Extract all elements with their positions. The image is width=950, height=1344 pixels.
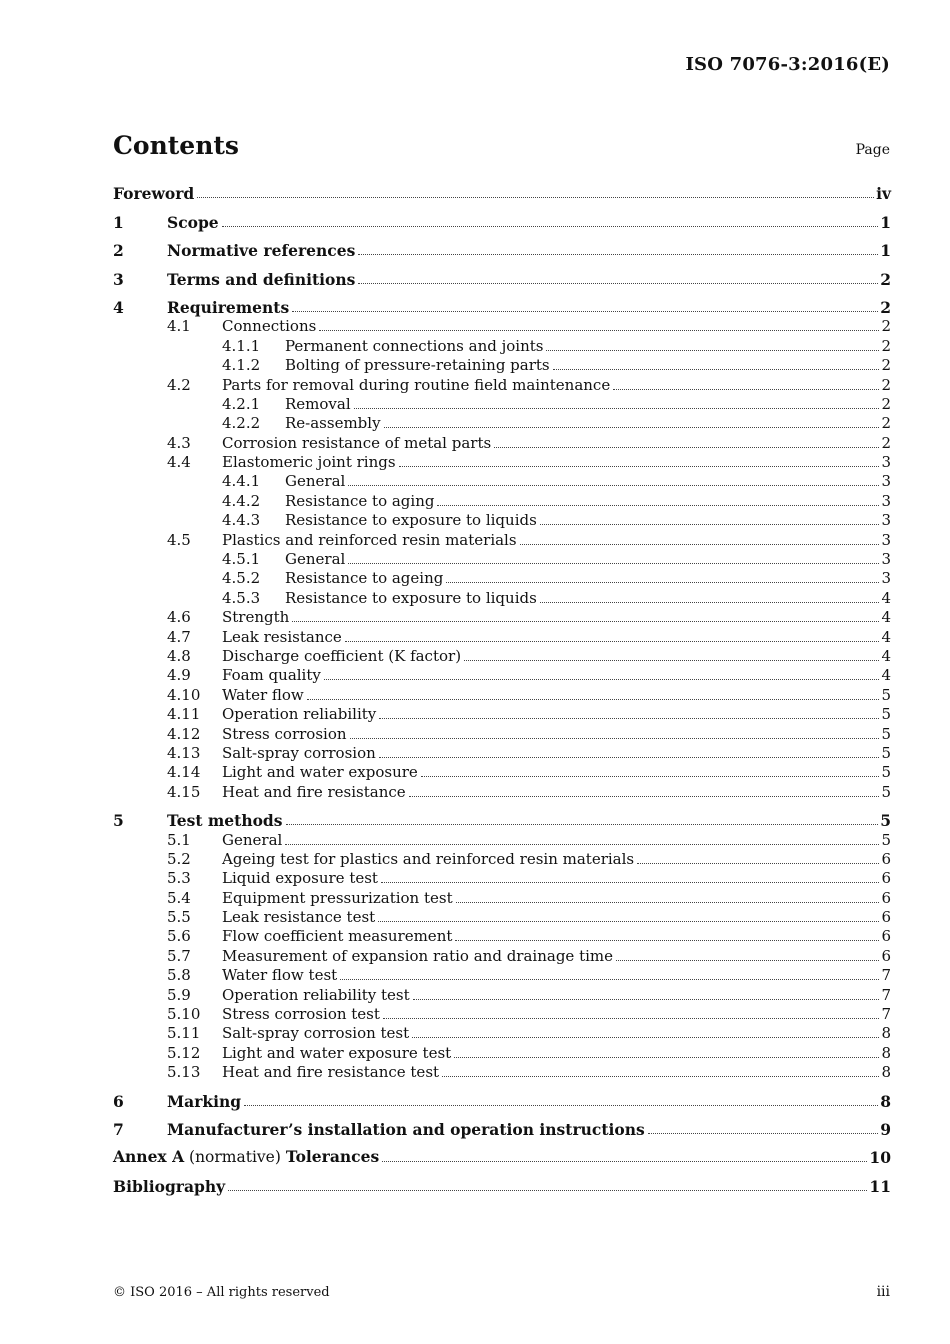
document-id: ISO 7076-3:2016(E)	[685, 54, 890, 75]
toc-entry-page: 10	[869, 1148, 891, 1168]
toc-entry-title	[222, 666, 321, 685]
toc-entry-number: 4.2.2	[222, 414, 261, 433]
toc-entry-title	[222, 608, 289, 627]
toc-entry[interactable]	[113, 414, 891, 433]
toc-entry-page: 3	[881, 530, 891, 549]
toc-entry-title-text: Manufacturer’s installation and operation instructions	[167, 1119, 645, 1139]
dot-leader	[421, 775, 880, 777]
toc-entry[interactable]	[113, 888, 891, 907]
toc-entry-title	[222, 783, 406, 802]
toc-entry-title-text: Plastics and reinforced resin materials	[222, 530, 517, 549]
toc-entry-title-text: Parts for removal during routine field maintenance	[222, 375, 611, 394]
toc-entry[interactable]	[113, 212, 891, 231]
toc-entry[interactable]	[113, 1024, 891, 1043]
toc-entry-page: 8	[881, 1043, 891, 1062]
toc-entry-page: 7	[881, 985, 891, 1004]
toc-entry-title	[222, 1024, 409, 1043]
toc-entry-page: 1	[880, 212, 891, 232]
toc-entry[interactable]	[113, 830, 891, 849]
toc-entry-title-text: Light and water exposure test	[222, 1043, 452, 1062]
dot-leader	[354, 407, 880, 409]
dot-leader	[350, 737, 880, 739]
toc-entry-page: 11	[869, 1176, 891, 1196]
toc-entry-number: 4.4.2	[222, 491, 261, 510]
toc-entry-title	[222, 725, 347, 744]
toc-entry-page: 8	[881, 1063, 891, 1082]
toc-entry[interactable]	[113, 530, 891, 549]
dot-leader	[454, 1056, 879, 1058]
toc-entry-page: 2	[881, 317, 891, 336]
toc-entry[interactable]	[113, 608, 891, 627]
toc-entry-title	[222, 927, 452, 946]
toc-entry-number: 4.12	[167, 724, 201, 743]
toc-entry-title-text: Requirements	[167, 297, 290, 317]
toc-entry[interactable]	[113, 927, 891, 946]
dot-leader	[442, 1075, 879, 1077]
toc-entry[interactable]	[113, 1063, 891, 1082]
toc-entry-title	[222, 647, 461, 666]
toc-entry-title	[222, 317, 316, 336]
toc-entry-title-text: Scope	[167, 212, 219, 232]
toc-entry-number: 5.8	[167, 966, 191, 985]
toc-entry-number: 4	[113, 297, 124, 317]
toc-entry-page: 6	[881, 849, 891, 868]
toc-entry-title	[285, 395, 351, 414]
toc-entry[interactable]	[113, 588, 891, 607]
toc-entry-annex-title: Tolerances	[285, 1147, 380, 1167]
toc-entry-page: 4	[881, 666, 891, 685]
dot-leader	[613, 388, 879, 390]
toc-entry-page: 3	[881, 491, 891, 510]
toc-entry-annex-type: (normative)	[184, 1148, 286, 1167]
dot-leader	[348, 484, 879, 486]
toc-entry-page: 3	[881, 511, 891, 530]
toc-entry-page: iv	[876, 184, 891, 204]
toc-entry-title	[222, 831, 282, 850]
toc-entry-page: 3	[881, 569, 891, 588]
dot-leader	[553, 368, 880, 370]
toc-entry-number: 4.5.2	[222, 569, 261, 588]
toc-entry-title	[167, 270, 355, 289]
toc-entry-title-text: Equipment pressurization test	[222, 888, 453, 907]
dot-leader	[319, 329, 879, 331]
toc-entry-title	[113, 1177, 225, 1196]
dot-leader	[464, 659, 879, 661]
toc-entry-title-text: Strength	[222, 608, 290, 627]
toc-entry-title-text: Operation reliability	[222, 705, 377, 724]
toc-entry-title	[285, 569, 443, 588]
dot-leader	[409, 795, 880, 797]
toc-entry-title	[285, 472, 345, 491]
dot-leader	[292, 620, 879, 622]
dot-leader	[455, 939, 879, 941]
dot-leader	[244, 1104, 878, 1106]
toc-entry[interactable]	[113, 908, 891, 927]
toc-entry-title	[222, 1005, 380, 1024]
toc-entry-number: 4.2.1	[222, 394, 261, 413]
toc-entry-title-text: Corrosion resistance of metal parts	[222, 433, 492, 452]
toc-entry-title	[167, 1120, 645, 1139]
toc-entry-number: 1	[113, 212, 124, 232]
dot-leader	[379, 756, 880, 758]
toc-entry-page: 4	[881, 588, 891, 607]
toc-entry-page: 5	[881, 743, 891, 762]
dot-leader	[494, 446, 879, 448]
toc-entry[interactable]	[113, 1120, 891, 1139]
toc-entry-title-text: Test methods	[167, 811, 283, 831]
toc-entry[interactable]	[113, 1148, 891, 1167]
toc-entry-number: 5.4	[167, 888, 191, 907]
dot-leader	[222, 225, 879, 227]
toc-entry-page: 6	[881, 888, 891, 907]
toc-entry-title	[222, 966, 337, 985]
toc-entry-title-text: Marking	[167, 1091, 242, 1111]
toc-entry-page: 9	[880, 1119, 891, 1139]
dot-leader	[358, 253, 878, 255]
toc-entry[interactable]	[113, 375, 891, 394]
toc-entry[interactable]	[113, 724, 891, 743]
toc-entry[interactable]	[113, 782, 891, 801]
toc-entry[interactable]	[113, 569, 891, 588]
toc-entry-page: 8	[881, 1024, 891, 1043]
toc-entry-title	[222, 686, 304, 705]
toc-entry-title-text: Light and water exposure	[222, 763, 418, 782]
dot-leader	[399, 465, 880, 467]
toc-entry-title	[167, 811, 283, 830]
toc-entry[interactable]	[113, 298, 891, 317]
toc-entry-title	[222, 744, 376, 763]
toc-entry-number: 4.1	[167, 317, 191, 336]
toc-entry-title	[222, 1044, 451, 1063]
toc-entry-number: 6	[113, 1091, 124, 1111]
toc-entry-title	[113, 184, 194, 203]
toc-entry-page: 2	[881, 336, 891, 355]
toc-entry-title	[285, 511, 537, 530]
toc-entry-number: 4.15	[167, 782, 201, 801]
toc-entry-title-text: Liquid exposure test	[222, 869, 378, 888]
toc-entry-title	[222, 705, 376, 724]
toc-entry[interactable]	[113, 666, 891, 685]
toc-entry-title	[285, 414, 381, 433]
toc-entry[interactable]	[113, 491, 891, 510]
toc-entry[interactable]	[113, 763, 891, 782]
toc-entry-page: 5	[881, 763, 891, 782]
toc-entry-page: 5	[880, 811, 891, 831]
toc-entry-number: 5.6	[167, 927, 191, 946]
dot-leader	[307, 698, 880, 700]
toc-entry-title-text: Normative references	[167, 241, 356, 261]
toc-entry-number: 4.5	[167, 530, 191, 549]
toc-entry-page: 7	[881, 1005, 891, 1024]
toc-entry-title-text: Foam quality	[222, 666, 321, 685]
dot-leader	[384, 426, 880, 428]
dot-leader	[379, 717, 879, 719]
toc-entry-title	[285, 337, 543, 356]
toc-entry-title-text: General	[285, 472, 346, 491]
toc-entry-number: 5.9	[167, 985, 191, 1004]
toc-entry[interactable]	[113, 1176, 891, 1195]
dot-leader	[345, 640, 880, 642]
toc-entry-number: 5.10	[167, 1005, 201, 1024]
toc-entry-page: 2	[881, 356, 891, 375]
dot-leader	[383, 1017, 880, 1019]
toc-entry[interactable]	[113, 269, 891, 288]
toc-entry-title	[222, 763, 418, 782]
toc-entry-title-text: Discharge coefficient (K factor)	[222, 646, 462, 665]
dot-leader	[378, 920, 879, 922]
toc-entry-number: 2	[113, 241, 124, 261]
toc-entry-page: 6	[881, 927, 891, 946]
toc-entry-number: 4.5.3	[222, 588, 261, 607]
toc-entry[interactable]	[113, 511, 891, 530]
dot-leader	[456, 901, 880, 903]
toc-entry-page: 4	[881, 627, 891, 646]
toc-entry-number: 4.1.1	[222, 336, 261, 355]
toc-entry[interactable]	[113, 453, 891, 472]
toc-entry-page: 5	[881, 782, 891, 801]
toc-entry-title-text: Flow coefficient measurement	[222, 927, 453, 946]
toc-entry-title-text: Stress corrosion test	[222, 1005, 380, 1024]
toc-entry-title-text: Annex A	[113, 1147, 185, 1167]
toc-entry-title-text: General	[222, 830, 283, 849]
toc-entry-page: 2	[881, 414, 891, 433]
toc-entry-page: 3	[881, 550, 891, 569]
toc-entry[interactable]	[113, 744, 891, 763]
toc-entry-number: 7	[113, 1119, 124, 1139]
dot-leader	[197, 196, 874, 198]
toc-entry-number: 4.4.1	[222, 472, 261, 491]
toc-entry-number: 4.9	[167, 666, 191, 685]
toc-entry-page: 1	[880, 241, 891, 261]
toc-entry-number: 5.5	[167, 908, 191, 927]
page-column-label: Page	[855, 142, 890, 158]
toc-entry-number: 4.11	[167, 705, 201, 724]
toc-entry-number: 4.2	[167, 375, 191, 394]
toc-entry[interactable]	[113, 184, 891, 203]
toc-entry-title	[222, 628, 342, 647]
dot-leader	[520, 543, 880, 545]
toc-entry-title-text: Resistance to exposure to liquids	[285, 511, 537, 530]
toc-entry-title-text: Bibliography	[113, 1176, 226, 1196]
toc-entry-page: 3	[881, 453, 891, 472]
toc-entry-title-text: Elastomeric joint rings	[222, 453, 396, 472]
toc-entry-title	[222, 531, 517, 550]
toc-entry-title	[285, 589, 537, 608]
toc-entry-page: 5	[881, 685, 891, 704]
dot-leader	[546, 349, 879, 351]
dot-leader	[381, 881, 879, 883]
toc-entry[interactable]	[113, 356, 891, 375]
table-of-contents	[113, 184, 891, 1196]
toc-entry-title	[167, 298, 289, 317]
toc-entry-number: 5.2	[167, 849, 191, 868]
toc-entry-title	[222, 869, 378, 888]
toc-entry-title-text: Terms and definitions	[167, 269, 356, 289]
toc-entry[interactable]	[113, 1091, 891, 1110]
toc-entry-page: 4	[881, 646, 891, 665]
toc-entry-number: 3	[113, 269, 124, 289]
toc-entry[interactable]	[113, 1043, 891, 1062]
toc-entry[interactable]	[113, 850, 891, 869]
toc-entry-title	[167, 1092, 241, 1111]
toc-entry-number: 4.7	[167, 627, 191, 646]
toc-entry-page: 4	[881, 608, 891, 627]
dot-leader	[648, 1132, 879, 1134]
toc-entry-title-text: Bolting of pressure-retaining parts	[285, 356, 550, 375]
page-number: iii	[876, 1284, 890, 1300]
toc-entry-number: 5	[113, 811, 124, 831]
toc-entry-title-text: Leak resistance test	[222, 908, 376, 927]
toc-entry-title	[285, 550, 345, 569]
toc-entry-title	[222, 434, 491, 453]
toc-entry-title	[285, 356, 550, 375]
toc-entry[interactable]	[113, 395, 891, 414]
toc-entry-number: 4.1.2	[222, 356, 261, 375]
toc-entry-title-text: Salt-spray corrosion	[222, 743, 376, 762]
toc-entry-page: 6	[881, 869, 891, 888]
toc-entry-number: 4.13	[167, 743, 201, 762]
toc-entry-page: 7	[881, 966, 891, 985]
toc-entry[interactable]	[113, 550, 891, 569]
toc-entry-title	[222, 1063, 439, 1082]
toc-entry-number: 5.13	[167, 1063, 201, 1082]
toc-entry[interactable]	[113, 1005, 891, 1024]
dot-leader	[348, 562, 879, 564]
dot-leader	[285, 843, 879, 845]
dot-leader	[413, 998, 880, 1000]
toc-entry-page: 3	[881, 472, 891, 491]
toc-entry[interactable]	[113, 317, 891, 336]
dot-leader	[540, 523, 880, 525]
toc-entry-number: 5.12	[167, 1043, 201, 1062]
toc-entry-title-text: Stress corrosion	[222, 724, 347, 743]
dot-leader	[358, 282, 878, 284]
toc-entry-title-text: Heat and fire resistance test	[222, 1063, 440, 1082]
copyright-notice: © ISO 2016 – All rights reserved	[113, 1285, 330, 1300]
dot-leader	[446, 581, 879, 583]
toc-entry-title-text: Re-assembly	[285, 414, 381, 433]
toc-entry-number: 4.10	[167, 685, 201, 704]
toc-entry-title	[222, 986, 410, 1005]
toc-entry-title-text: Heat and fire resistance	[222, 782, 406, 801]
toc-entry-title-text: Leak resistance	[222, 627, 342, 646]
toc-entry[interactable]	[113, 627, 891, 646]
toc-entry-page: 2	[881, 394, 891, 413]
dot-leader	[540, 601, 880, 603]
toc-entry-title	[167, 241, 355, 260]
toc-entry-title-text: Operation reliability test	[222, 985, 410, 1004]
toc-entry[interactable]	[113, 433, 891, 452]
toc-entry-title-text: Connections	[222, 317, 317, 336]
toc-entry-title	[222, 947, 613, 966]
toc-entry-page: 2	[881, 433, 891, 452]
toc-entry-title-text: Ageing test for plastics and reinforced resin materials	[222, 849, 635, 868]
toc-entry-number: 5.7	[167, 946, 191, 965]
toc-entry-title-text: Permanent connections and joints	[285, 336, 544, 355]
toc-entry[interactable]	[113, 985, 891, 1004]
dot-leader	[228, 1189, 867, 1191]
toc-entry-title-text: Resistance to aging	[285, 491, 435, 510]
dot-leader	[292, 310, 878, 312]
toc-entry-number: 4.4.3	[222, 511, 261, 530]
toc-entry-title-text: Foreword	[113, 184, 195, 204]
toc-entry-page: 5	[881, 724, 891, 743]
toc-entry-number: 4.4	[167, 453, 191, 472]
dot-leader	[412, 1036, 879, 1038]
toc-entry-title	[222, 376, 610, 395]
dot-leader	[637, 862, 879, 864]
toc-entry-title	[222, 850, 634, 869]
toc-entry[interactable]	[113, 336, 891, 355]
toc-entry[interactable]	[113, 685, 891, 704]
dot-leader	[382, 1160, 867, 1162]
toc-entry[interactable]	[113, 946, 891, 965]
toc-entry[interactable]	[113, 647, 891, 666]
toc-entry-title-text: Resistance to ageing	[285, 569, 444, 588]
toc-entry-title-text: Water flow test	[222, 966, 338, 985]
toc-entry-number: 5.3	[167, 869, 191, 888]
toc-entry-title-text: General	[285, 550, 346, 569]
toc-entry-title	[167, 213, 219, 232]
toc-entry-number: 5.11	[167, 1024, 201, 1043]
dot-leader	[616, 959, 879, 961]
dot-leader	[340, 978, 879, 980]
toc-entry-page: 2	[880, 269, 891, 289]
page-title: Contents	[113, 131, 240, 160]
toc-entry[interactable]	[113, 869, 891, 888]
toc-entry-title	[285, 492, 434, 511]
toc-entry-number: 4.5.1	[222, 550, 261, 569]
toc-entry-page: 6	[881, 946, 891, 965]
toc-entry-page: 2	[880, 297, 891, 317]
toc-entry-title-text: Measurement of expansion ratio and drainage time	[222, 946, 613, 965]
toc-entry[interactable]	[113, 811, 891, 830]
toc-entry-page: 2	[881, 375, 891, 394]
toc-entry-page: 5	[881, 705, 891, 724]
toc-entry[interactable]	[113, 705, 891, 724]
toc-entry-page: 5	[881, 830, 891, 849]
toc-entry-number: 5.1	[167, 830, 191, 849]
dot-leader	[324, 678, 880, 680]
toc-entry[interactable]	[113, 241, 891, 260]
toc-entry-page: 6	[881, 908, 891, 927]
toc-entry[interactable]	[113, 966, 891, 985]
toc-entry-number: 4.3	[167, 433, 191, 452]
toc-entry-number: 4.14	[167, 763, 201, 782]
toc-entry-title	[222, 889, 453, 908]
toc-entry-title	[113, 1147, 379, 1167]
dot-leader	[286, 823, 879, 825]
toc-entry-page: 8	[880, 1091, 891, 1111]
toc-entry-title-text: Removal	[285, 394, 351, 413]
toc-entry-title	[222, 453, 396, 472]
toc-entry-title-text: Salt-spray corrosion test	[222, 1024, 410, 1043]
toc-entry-number: 4.6	[167, 608, 191, 627]
toc-entry-title-text: Resistance to exposure to liquids	[285, 588, 537, 607]
toc-entry-title-text: Water flow	[222, 685, 304, 704]
toc-entry[interactable]	[113, 472, 891, 491]
toc-entry-title	[222, 908, 375, 927]
dot-leader	[437, 504, 879, 506]
toc-entry-number: 4.8	[167, 646, 191, 665]
